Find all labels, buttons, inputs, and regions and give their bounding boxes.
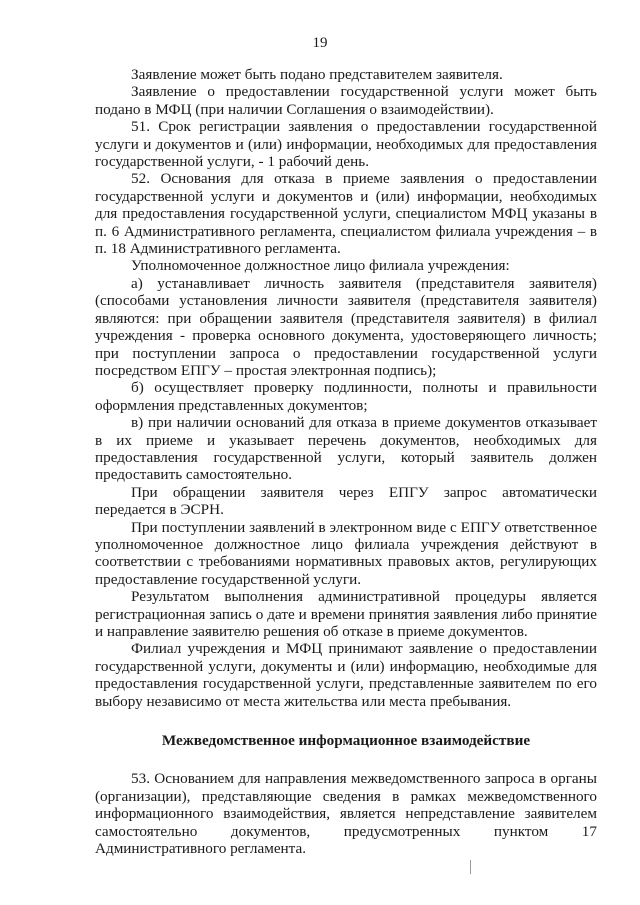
- paragraph: 52. Основания для отказа в приеме заявления о предоставлении государственной услуги и документов и (или) информации, необходимых для предоставления государственной услуги, специалистом МФЦ указаны в п. 6 Административного регламента, специалистом филиала учреждения – в п. 18 Административного регламента.: [95, 170, 597, 258]
- paragraph: 51. Срок регистрации заявления о предоставлении государственной услуги и документов и (или) информации, необходимых для предоставления государственной услуги, - 1 рабочий день.: [95, 118, 597, 171]
- paragraph: Филиал учреждения и МФЦ принимают заявление о предоставлении государственной услуги, документы и (или) информацию, необходимые для предоставления государственной услуги, представленные заявителем по его выбору независимо от места жительства или места пребывания.: [95, 640, 597, 710]
- paragraph: в) при наличии оснований для отказа в приеме документов отказывает в их приеме и указывает перечень документов, необходимых для предоставления государственной услуги, который заявитель должен предоставить самостоятельно.: [95, 414, 597, 484]
- paragraph: Результатом выполнения административной процедуры является регистрационная запись о дате и времени принятия заявления либо принятие и направление заявителю решения об отказе в приеме документов.: [95, 588, 597, 640]
- paragraph: При обращении заявителя через ЕПГУ запрос автоматически передается в ЭСРН.: [95, 483, 597, 519]
- paragraph: а) устанавливает личность заявителя (представителя заявителя) (способами установления личности заявителя (представителя заявителя) являются: при обращении заявителя (представителя заявителя) в филиал учреждения - проверка основного документа, удостоверяющего личность; при поступлении запроса о предоставлении государственной услуги посредством ЕПГУ – простая электронная подпись);: [95, 274, 597, 379]
- paragraph: б) осуществляет проверку подлинности, полноты и правильности оформления представленных документов;: [95, 379, 597, 414]
- document-body: [95, 66, 597, 857]
- scan-artifact-line: [470, 860, 471, 874]
- paragraph: Уполномоченное должностное лицо филиала учреждения:: [131, 257, 510, 275]
- page-number: 19: [312, 35, 328, 51]
- section-heading: Межведомственное информационное взаимодействие: [161, 732, 531, 750]
- paragraph: При поступлении заявлений в электронном виде с ЕПГУ ответственное уполномоченное должностное лицо филиала учреждения действуют в соответствии с требованиями нормативных правовых актов, регулирующих предоставление государственной услуги.: [95, 518, 597, 588]
- paragraph: Заявление о предоставлении государственной услуги может быть подано в МФЦ (при наличии Соглашения о взаимодействии).: [95, 83, 597, 118]
- paragraph: 53. Основанием для направления межведомственного запроса в органы (организации), представляющие сведения в рамках межведомственного информационного взаимодействия, является непредставление заявителем самостоятельно документов, предусмотренных пунктом 17 Административного регламента.: [95, 770, 597, 858]
- paragraph: Заявление может быть подано представителем заявителя.: [131, 66, 503, 83]
